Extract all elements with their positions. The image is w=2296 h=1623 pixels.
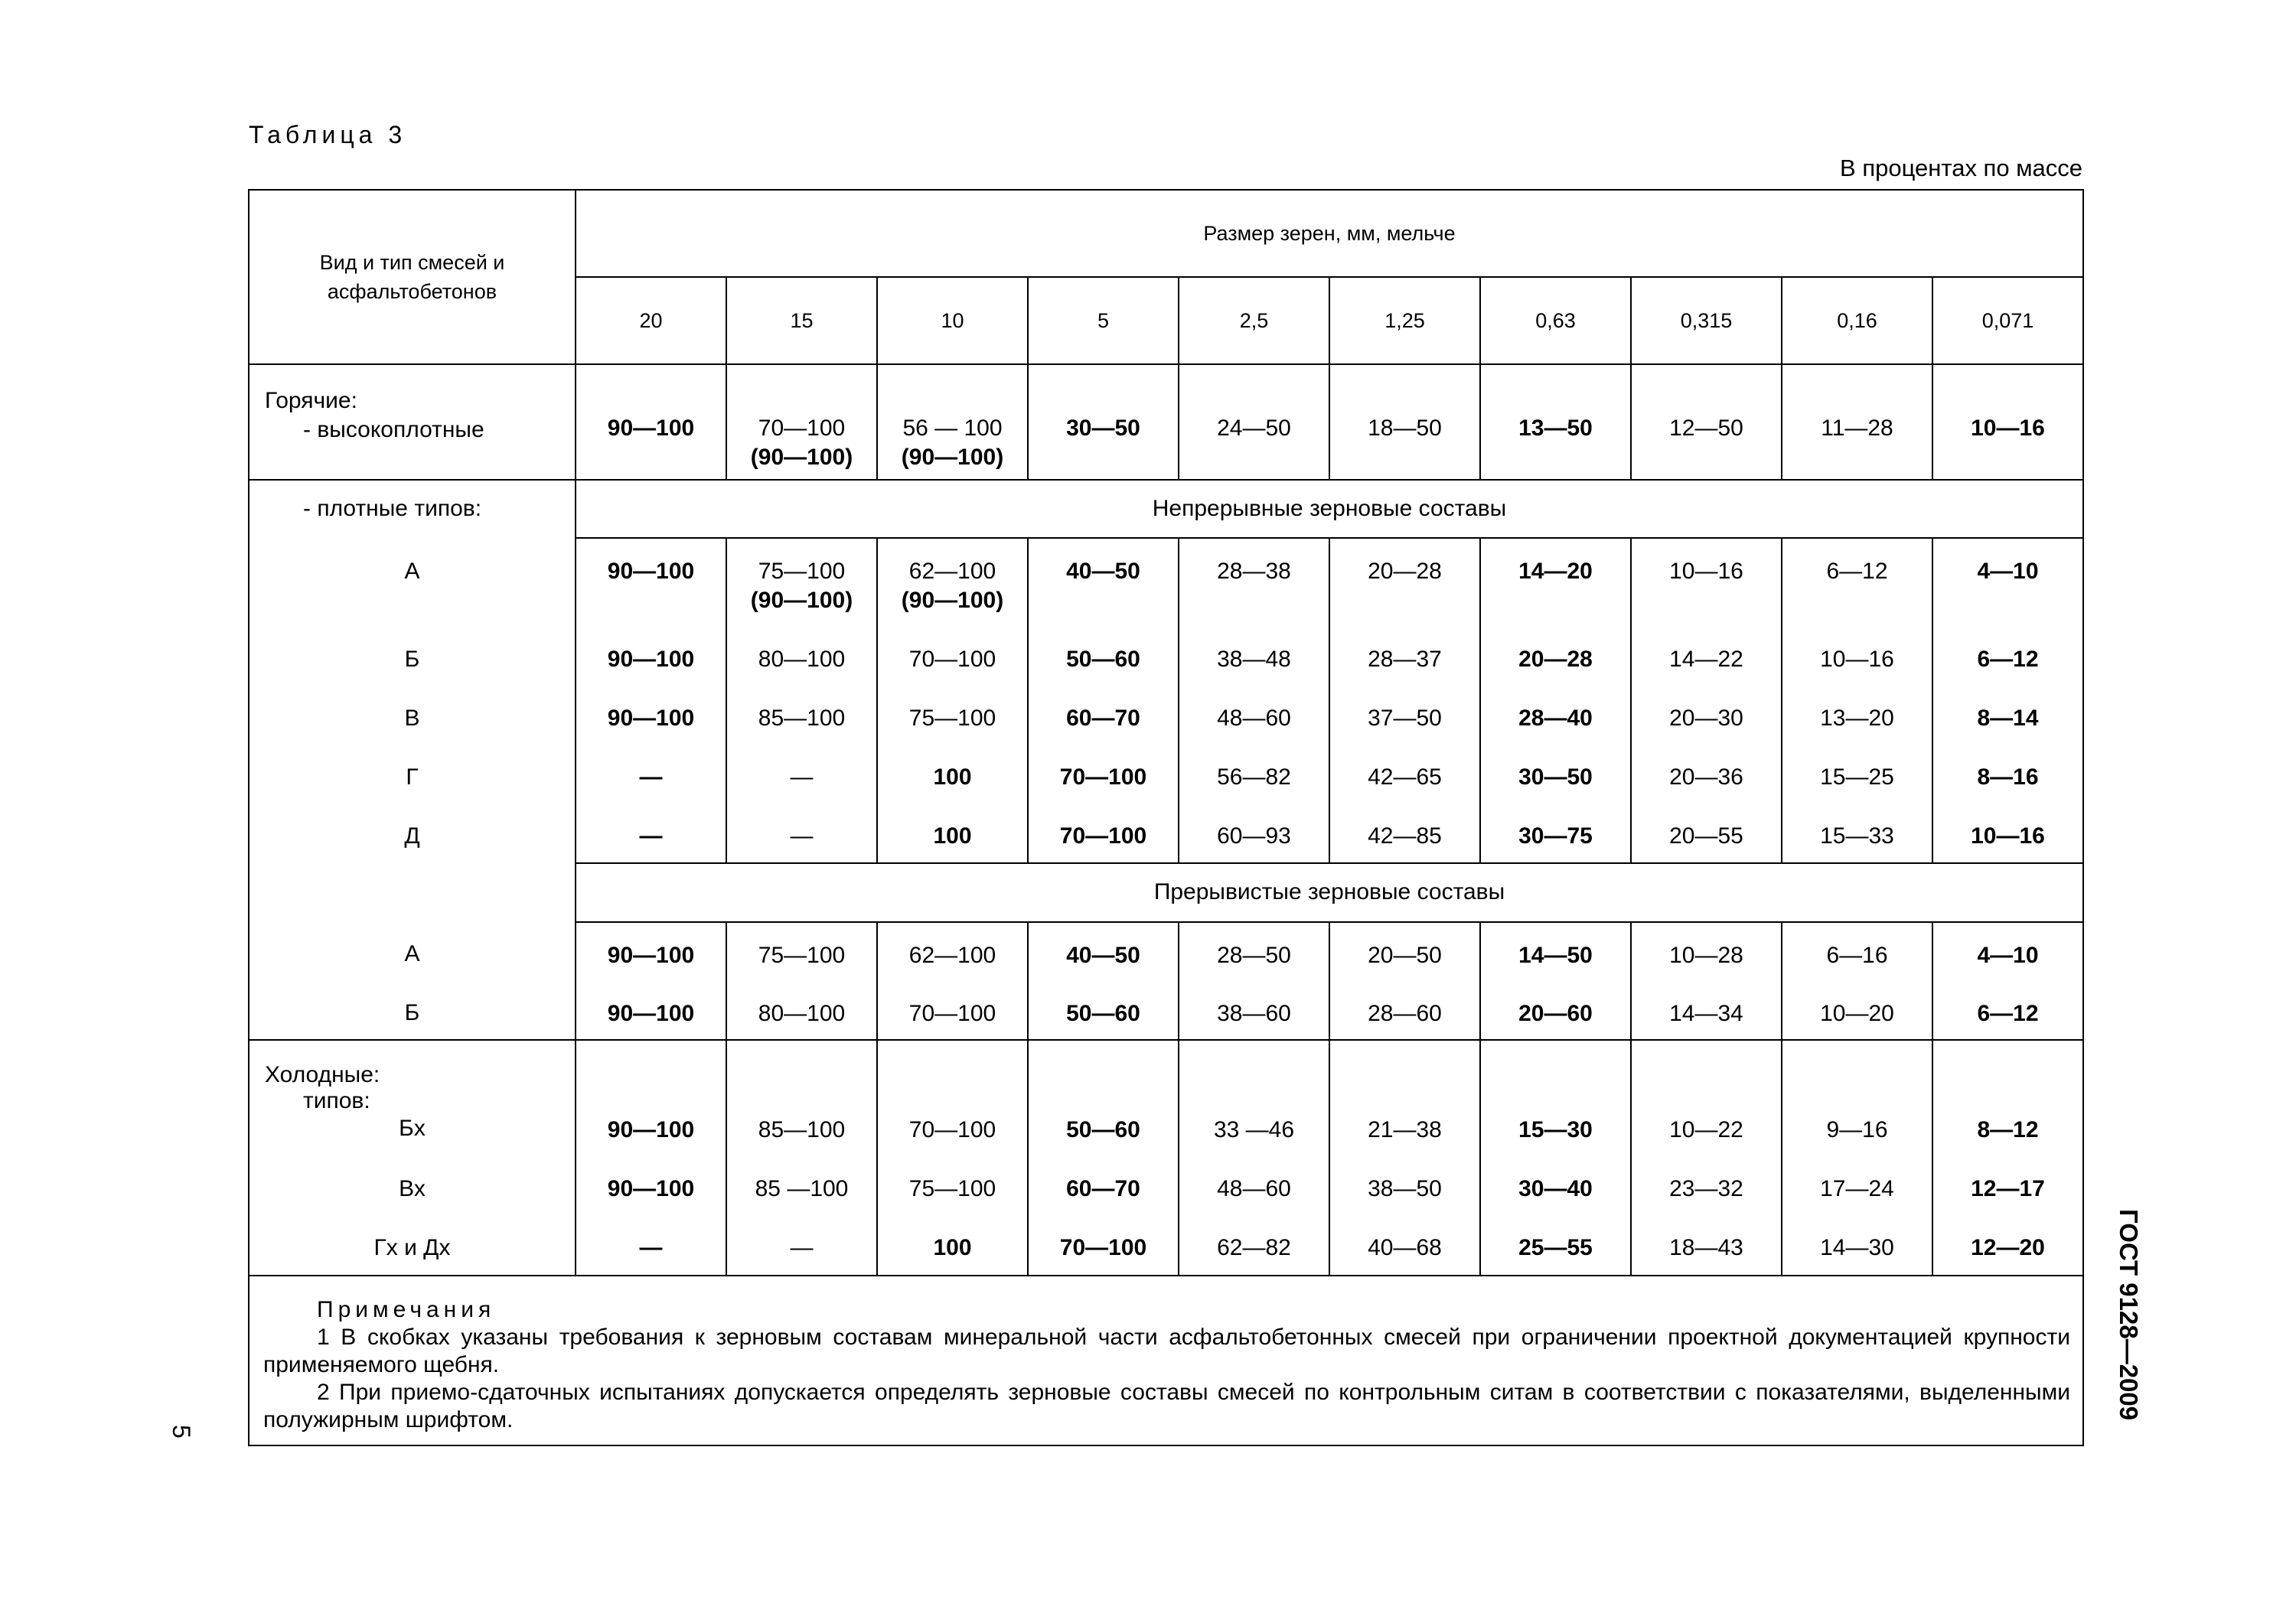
header-size-cell: 0,071 (1932, 277, 2083, 364)
value-cell (1028, 803, 1179, 863)
value-text: 75—100 (758, 559, 846, 585)
value-text: 75—100 (908, 1175, 996, 1201)
value-cell (1782, 1156, 1932, 1216)
value-text: 20—28 (1368, 559, 1442, 585)
header-size-cell: 10 (877, 277, 1028, 364)
value-text: 4—10 (1977, 942, 2039, 968)
value-text: 100 (933, 823, 972, 849)
sieve-table (248, 189, 2084, 1446)
value-text: 90—100 (607, 559, 695, 585)
value-text: 10—28 (1669, 942, 1743, 968)
value-text: 18—43 (1669, 1235, 1743, 1261)
value-cell (1480, 1215, 1631, 1276)
value-cell (877, 981, 1028, 1040)
value-text: 25—55 (1518, 1235, 1593, 1261)
value-cell (1329, 1040, 1480, 1156)
value-cell (1480, 364, 1631, 480)
value-cell (1480, 1040, 1631, 1156)
value-cell (1028, 922, 1179, 981)
value-text: 70—100 (1059, 1235, 1147, 1261)
value-cell (1329, 1156, 1480, 1216)
value-cell (1932, 686, 2083, 745)
header-size-cell: 20 (576, 277, 726, 364)
value-cell (1179, 1215, 1329, 1276)
value-text: 70—100 (1059, 764, 1147, 790)
value-text: 50—60 (1066, 1117, 1140, 1142)
header-size-cell: 5 (1028, 277, 1179, 364)
value-text: 10—20 (1820, 1000, 1894, 1026)
value-cell (1782, 803, 1932, 863)
header-size-cell: 0,63 (1480, 277, 1631, 364)
value-text: 80—100 (758, 1000, 846, 1026)
value-cell (1179, 364, 1329, 480)
type-label: Г (406, 764, 419, 790)
value-text: 62—100 (908, 942, 996, 968)
value-text: 37—50 (1368, 705, 1442, 731)
header-first-col: Вид и тип смесей и асфальтобетонов (249, 190, 576, 364)
value-cell (1631, 364, 1782, 480)
type-label: Бх (399, 1116, 426, 1141)
value-text: 10—16 (1971, 416, 2045, 441)
header-size-cell: 0,16 (1782, 277, 1932, 364)
value-cell (877, 686, 1028, 745)
value-cell (877, 745, 1028, 803)
value-cell (1932, 1040, 2083, 1156)
value-text: 80—100 (758, 646, 846, 672)
value-text: 90—100 (607, 705, 695, 731)
value-cell (576, 1215, 726, 1276)
type-label: Б (404, 647, 420, 672)
value-cell (1028, 745, 1179, 803)
value-cell (1782, 1215, 1932, 1276)
value-text: 10—16 (1820, 646, 1894, 672)
value-text: 10—16 (1971, 823, 2045, 849)
row-label: - высокоплотные (303, 417, 484, 442)
value-cell (1179, 981, 1329, 1040)
value-cell (1329, 627, 1480, 686)
value-cell (1631, 803, 1782, 863)
value-text: 70—100 (1059, 823, 1147, 849)
value-cell (1480, 745, 1631, 803)
value-text: 17—24 (1820, 1175, 1894, 1201)
type-label: В (404, 706, 420, 731)
value-text: 14—50 (1518, 942, 1593, 968)
value-text: 11—28 (1821, 416, 1893, 441)
type-label: А (404, 941, 420, 966)
value-text: 50—60 (1066, 646, 1140, 672)
discontinuous-subheader: Прерывистые зерновые составы (576, 863, 2083, 921)
value-cell (1932, 922, 2083, 981)
value-cell (877, 538, 1028, 626)
value-cell (1932, 1215, 2083, 1276)
value-text: 60—70 (1066, 705, 1140, 731)
value-text: 13—50 (1518, 416, 1593, 441)
header-size-cell: 15 (726, 277, 877, 364)
value-text: 14—20 (1518, 559, 1593, 585)
value-cell (1329, 538, 1480, 626)
header-size-cell: 2,5 (1179, 277, 1329, 364)
value-cell (1631, 538, 1782, 626)
dense-types-cell (249, 480, 576, 1040)
value-cell (1329, 745, 1480, 803)
value-text: — (790, 764, 814, 790)
value-cell (726, 803, 877, 863)
value-text: 38—48 (1217, 646, 1291, 672)
value-cell (576, 1040, 726, 1156)
table-row (249, 364, 2083, 480)
value-cell (877, 803, 1028, 863)
value-cell (1932, 1156, 2083, 1216)
value-cell (1028, 1156, 1179, 1216)
value-text: 15—33 (1820, 823, 1894, 849)
value-text: 60—93 (1217, 823, 1291, 849)
value-text: — (790, 1235, 814, 1261)
cold-label-cell (249, 1040, 576, 1276)
value-cell (1329, 686, 1480, 745)
value-text: 38—50 (1368, 1175, 1442, 1201)
value-cell (726, 686, 877, 745)
value-cell (1179, 1040, 1329, 1156)
restricted-value: (90—100) (750, 445, 853, 470)
cold-label: Холодные: (265, 1062, 380, 1087)
value-cell (1631, 745, 1782, 803)
value-text: 70—100 (908, 646, 996, 672)
continuous-subheader: Непрерывные зерновые составы (576, 480, 2083, 538)
value-cell (726, 1215, 877, 1276)
value-cell (877, 922, 1028, 981)
value-cell (1782, 1040, 1932, 1156)
value-cell (576, 745, 726, 803)
note-item: 1 В скобках указаны требования к зерновым составам минеральной части асфальтобетонных смесей при ограничении проектной документацией крупности применяемого щебня. (263, 1325, 2070, 1377)
value-cell (1028, 364, 1179, 480)
restricted-value: (90—100) (750, 588, 853, 614)
value-text: 18—50 (1368, 416, 1442, 441)
value-cell (576, 686, 726, 745)
value-cell (576, 803, 726, 863)
value-text: 15—30 (1518, 1117, 1593, 1142)
value-cell (1480, 922, 1631, 981)
value-text: 30—50 (1518, 764, 1593, 790)
table-row (249, 1040, 2083, 1156)
value-text: 14—30 (1820, 1235, 1894, 1261)
value-text: — (639, 1235, 663, 1261)
value-cell (576, 981, 726, 1040)
value-cell (726, 1156, 877, 1216)
restricted-value: (90—100) (901, 588, 1004, 614)
value-cell (1631, 981, 1782, 1040)
value-cell (1179, 538, 1329, 626)
hot-label: Горячие: (265, 388, 357, 413)
header-group: Размер зерен, мм, мельче (576, 190, 2083, 277)
value-text: 40—50 (1066, 942, 1140, 968)
value-text: 8—16 (1977, 764, 2039, 790)
value-text: 85—100 (758, 1117, 846, 1142)
value-text: 20—60 (1518, 1000, 1593, 1026)
value-cell (1932, 364, 2083, 480)
type-label: А (404, 559, 420, 584)
value-text: 10—22 (1669, 1117, 1743, 1142)
value-text: 56—82 (1217, 764, 1291, 790)
value-cell (1631, 1156, 1782, 1216)
type-label: Гх и Дх (373, 1235, 451, 1260)
value-text: 4—10 (1977, 559, 2039, 585)
value-cell (1782, 627, 1932, 686)
value-text: 28—37 (1368, 646, 1442, 672)
value-text: 12—17 (1971, 1175, 2045, 1201)
value-cell (1782, 745, 1932, 803)
value-text: 30—75 (1518, 823, 1593, 849)
value-cell (1480, 1156, 1631, 1216)
page-number: 5 (168, 1425, 195, 1439)
units-note: В процентах по массе (1840, 155, 2082, 181)
value-cell (877, 1040, 1028, 1156)
value-cell (1932, 627, 2083, 686)
value-cell (1179, 686, 1329, 745)
notes-row (249, 1276, 2083, 1445)
value-text: 15—25 (1820, 764, 1894, 790)
value-cell (1179, 745, 1329, 803)
type-label: Б (404, 1000, 420, 1025)
value-cell (877, 1215, 1028, 1276)
value-text: 90—100 (607, 646, 695, 672)
value-text: 6—16 (1826, 942, 1888, 968)
value-text: 90—100 (607, 1117, 695, 1142)
dense-label: - плотные типов: (303, 496, 482, 521)
type-label: Вх (399, 1176, 426, 1201)
value-cell (1329, 1215, 1480, 1276)
dense-types-labels (249, 481, 575, 1039)
value-text: 20—28 (1518, 646, 1593, 672)
value-cell (576, 1156, 726, 1216)
value-cell (877, 364, 1028, 480)
type-label: Д (404, 823, 420, 849)
value-text: 20—30 (1669, 705, 1743, 731)
value-cell (1631, 1040, 1782, 1156)
value-text: 40—68 (1368, 1235, 1442, 1261)
value-cell (1329, 981, 1480, 1040)
cold-labels (249, 1041, 575, 1275)
value-text: 56 — 100 (902, 416, 1003, 441)
value-cell (576, 538, 726, 626)
value-text: 100 (933, 764, 972, 790)
value-text: 50—60 (1066, 1000, 1140, 1026)
value-text: 62—100 (908, 559, 996, 585)
value-cell (576, 627, 726, 686)
value-text: 13—20 (1820, 705, 1894, 731)
value-cell (1932, 803, 2083, 863)
value-cell (1631, 627, 1782, 686)
value-cell (1329, 922, 1480, 981)
value-cell (1028, 1215, 1179, 1276)
value-text: 21—38 (1368, 1117, 1442, 1142)
notes-cell (249, 1276, 2083, 1445)
value-cell (1028, 981, 1179, 1040)
value-cell (1631, 922, 1782, 981)
value-cell (576, 364, 726, 480)
value-cell (726, 364, 877, 480)
value-text: 90—100 (607, 416, 695, 441)
value-cell (1028, 686, 1179, 745)
value-text: 6—12 (1977, 1000, 2039, 1026)
value-cell (576, 922, 726, 981)
value-cell (1480, 627, 1631, 686)
value-cell (1782, 922, 1932, 981)
value-text: 23—32 (1669, 1175, 1743, 1201)
restricted-value: (90—100) (901, 445, 1004, 470)
value-text: 33 —46 (1213, 1117, 1295, 1142)
value-text: 40—50 (1066, 559, 1140, 585)
header-size-cell: 1,25 (1329, 277, 1480, 364)
value-text: 90—100 (607, 942, 695, 968)
value-text: 28—50 (1217, 942, 1291, 968)
value-cell (1631, 1215, 1782, 1276)
value-text: 100 (933, 1235, 972, 1261)
value-text: 62—82 (1217, 1235, 1291, 1261)
value-cell (1782, 686, 1932, 745)
value-cell (1932, 981, 2083, 1040)
value-text: 48—60 (1217, 705, 1291, 731)
value-cell (1480, 686, 1631, 745)
value-text: 28—38 (1217, 559, 1291, 585)
value-text: 90—100 (607, 1000, 695, 1026)
value-cell (1028, 538, 1179, 626)
value-cell (1782, 538, 1932, 626)
value-cell (1782, 364, 1932, 480)
value-text: 8—14 (1977, 705, 2039, 731)
value-text: 42—65 (1368, 764, 1442, 790)
value-text: 30—50 (1066, 416, 1140, 441)
value-text: 10—16 (1669, 559, 1743, 585)
value-text: — (790, 823, 814, 849)
value-cell (1932, 745, 2083, 803)
value-cell (1480, 981, 1631, 1040)
header-size-cell: 0,315 (1631, 277, 1782, 364)
value-cell (1631, 686, 1782, 745)
value-text: — (639, 823, 663, 849)
value-cell (877, 1156, 1028, 1216)
value-cell (1480, 803, 1631, 863)
value-text: 20—50 (1368, 942, 1442, 968)
value-text: 28—40 (1518, 705, 1593, 731)
value-cell (726, 627, 877, 686)
value-text: 42—85 (1368, 823, 1442, 849)
table-caption: Таблица 3 (249, 121, 407, 148)
value-text: 60—70 (1066, 1175, 1140, 1201)
note-item: 2 При приемо-сдаточных испытаниях допускается определять зерновые составы смесей по контрольным ситам в соответствии с показателями, выделенными полужирным шрифтом. (263, 1380, 2070, 1432)
value-text: 85 —100 (755, 1175, 849, 1201)
value-cell (1480, 538, 1631, 626)
value-text: 75—100 (908, 705, 996, 731)
value-text: 24—50 (1217, 416, 1291, 441)
value-text: 30—40 (1518, 1175, 1593, 1201)
value-text: 90—100 (607, 1175, 695, 1201)
subheader-row (249, 480, 2083, 538)
value-cell (1179, 627, 1329, 686)
value-cell (877, 627, 1028, 686)
value-cell (726, 981, 877, 1040)
notes-title: Примечания (317, 1297, 496, 1322)
value-cell (1782, 981, 1932, 1040)
value-cell (726, 538, 877, 626)
value-text: 70—100 (908, 1117, 996, 1142)
value-cell (726, 922, 877, 981)
value-text: 48—60 (1217, 1175, 1291, 1201)
value-text: 8—12 (1977, 1117, 2039, 1142)
value-cell (726, 1040, 877, 1156)
value-text: 14—34 (1669, 1000, 1743, 1026)
standard-designation: ГОСТ 9128—2009 (2115, 1209, 2143, 1421)
value-text: — (639, 764, 663, 790)
value-cell (1179, 1156, 1329, 1216)
value-cell (1028, 1040, 1179, 1156)
value-text: 70—100 (758, 416, 846, 441)
value-text: 12—50 (1669, 416, 1743, 441)
row-label-cell (249, 364, 576, 480)
value-text: 6—12 (1826, 559, 1888, 585)
value-cell (1028, 627, 1179, 686)
value-text: 75—100 (758, 942, 846, 968)
value-text: 85—100 (758, 705, 846, 731)
value-text: 14—22 (1669, 646, 1743, 672)
value-text: 70—100 (908, 1000, 996, 1026)
value-cell (1179, 922, 1329, 981)
value-text: 20—36 (1669, 764, 1743, 790)
value-text: 12—20 (1971, 1235, 2045, 1261)
value-cell (1329, 364, 1480, 480)
value-text: 38—60 (1217, 1000, 1291, 1026)
value-text: 6—12 (1977, 646, 2039, 672)
value-cell (1179, 803, 1329, 863)
value-text: 20—55 (1669, 823, 1743, 849)
value-text: 28—60 (1368, 1000, 1442, 1026)
value-text: 9—16 (1826, 1117, 1888, 1142)
value-cell (1932, 538, 2083, 626)
types-label: типов: (303, 1088, 370, 1113)
value-cell (726, 745, 877, 803)
value-cell (1329, 803, 1480, 863)
